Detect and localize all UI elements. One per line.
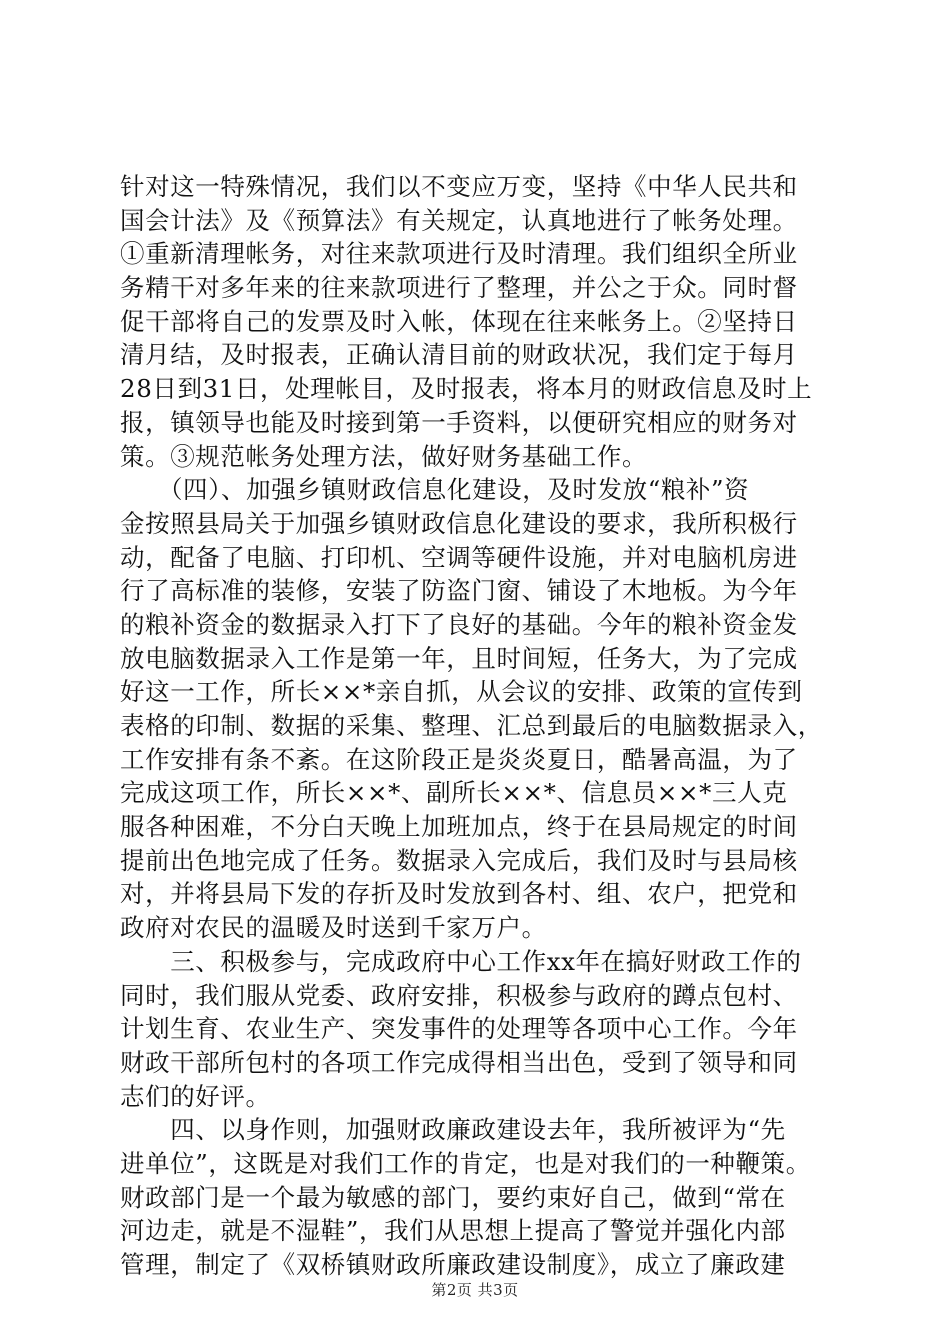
document-body: [120, 170, 840, 1282]
text-line: 政府对农民的温暖及时送到千家万户。: [120, 913, 547, 943]
text-line: （四）、加强乡镇财政信息化建设，及时发放“粮补”资: [120, 475, 750, 505]
text-line: 务精干对多年来的往来款项进行了整理，并公之于众。同时督: [120, 273, 798, 303]
text-line: 促干部将自己的发票及时入帐，体现在往来帐务上。②坚持日: [120, 306, 798, 336]
text-line: 河边走，就是不湿鞋”，我们从思想上提高了警觉并强化内部: [120, 1216, 786, 1246]
text-line: 完成这项工作，所长××*、副所长××*、信息员××*三人克: [120, 778, 788, 808]
text-line: 动，配备了电脑、打印机、空调等硬件设施，并对电脑机房进: [120, 542, 798, 572]
text-line: 工作安排有条不紊。在这阶段正是炎炎夏日，酷暑高温，为了: [120, 744, 798, 774]
page-footer: [0, 1279, 950, 1300]
text-line: 策。③规范帐务处理方法，做好财务基础工作。: [120, 441, 648, 471]
text-line: 放电脑数据录入工作是第一年，且时间短，任务大，为了完成: [120, 643, 798, 673]
text-line: 财政干部所包村的各项工作完成得相当出色，受到了领导和同: [120, 1047, 798, 1077]
text-line: 国会计法》及《预算法》有关规定，认真地进行了帐务处理。: [120, 205, 798, 235]
text-line: 财政部门是一个最为敏感的部门，要约束好自己，做到“常在: [120, 1182, 786, 1212]
text-line: 报，镇领导也能及时接到第一手资料，以便研究相应的财务对: [120, 407, 798, 437]
text-line: 好这一工作，所长××*亲自抓，从会议的安排、政策的宣传到: [120, 677, 803, 707]
text-line: 三、积极参与，完成政府中心工作xx年在搞好财政工作的: [120, 946, 802, 976]
text-line: 金按照县局关于加强乡镇财政信息化建设的要求，我所积极行: [120, 508, 798, 538]
text-line: 28日到31日，处理帐目，及时报表，将本月的财政信息及时上: [120, 374, 813, 404]
text-line: 同时，我们服从党委、政府安排，积极参与政府的蹲点包村、: [120, 980, 798, 1010]
text-line: 提前出色地完成了任务。数据录入完成后，我们及时与县局核: [120, 845, 798, 875]
page-number-label: 第2页 共3页: [431, 1281, 519, 1299]
text-line: 行了高标准的装修，安装了防盗门窗、铺设了木地板。为今年: [120, 576, 798, 606]
text-line: 对，并将县局下发的存折及时发放到各村、组、农户，把党和: [120, 879, 798, 909]
text-line: 志们的好评。: [120, 1081, 271, 1111]
text-line: 管理，制定了《双桥镇财政所廉政建设制度》，成立了廉政建: [120, 1250, 786, 1279]
text-line: 清月结，及时报表，正确认清目前的财政状况，我们定于每月: [120, 340, 798, 370]
text-line: 服各种困难，不分白天晚上加班加点，终于在县局规定的时间: [120, 812, 798, 842]
text-line: 表格的印制、数据的采集、整理、汇总到最后的电脑数据录入，: [120, 711, 823, 740]
text-line: 四、以身作则，加强财政廉政建设去年，我所被评为“先: [120, 1115, 786, 1145]
text-line: ①重新清理帐务，对往来款项进行及时清理。我们组织全所业: [120, 239, 798, 269]
text-line: 进单位”，这既是对我们工作的肯定，也是对我们的一种鞭策。: [120, 1148, 811, 1178]
text-line: 计划生育、农业生产、突发事件的处理等各项中心工作。今年: [120, 1014, 798, 1044]
text-line: 的粮补资金的数据录入打下了良好的基础。今年的粮补资金发: [120, 609, 798, 639]
text-line: 针对这一特殊情况，我们以不变应万变，坚持《中华人民共和: [120, 172, 798, 201]
